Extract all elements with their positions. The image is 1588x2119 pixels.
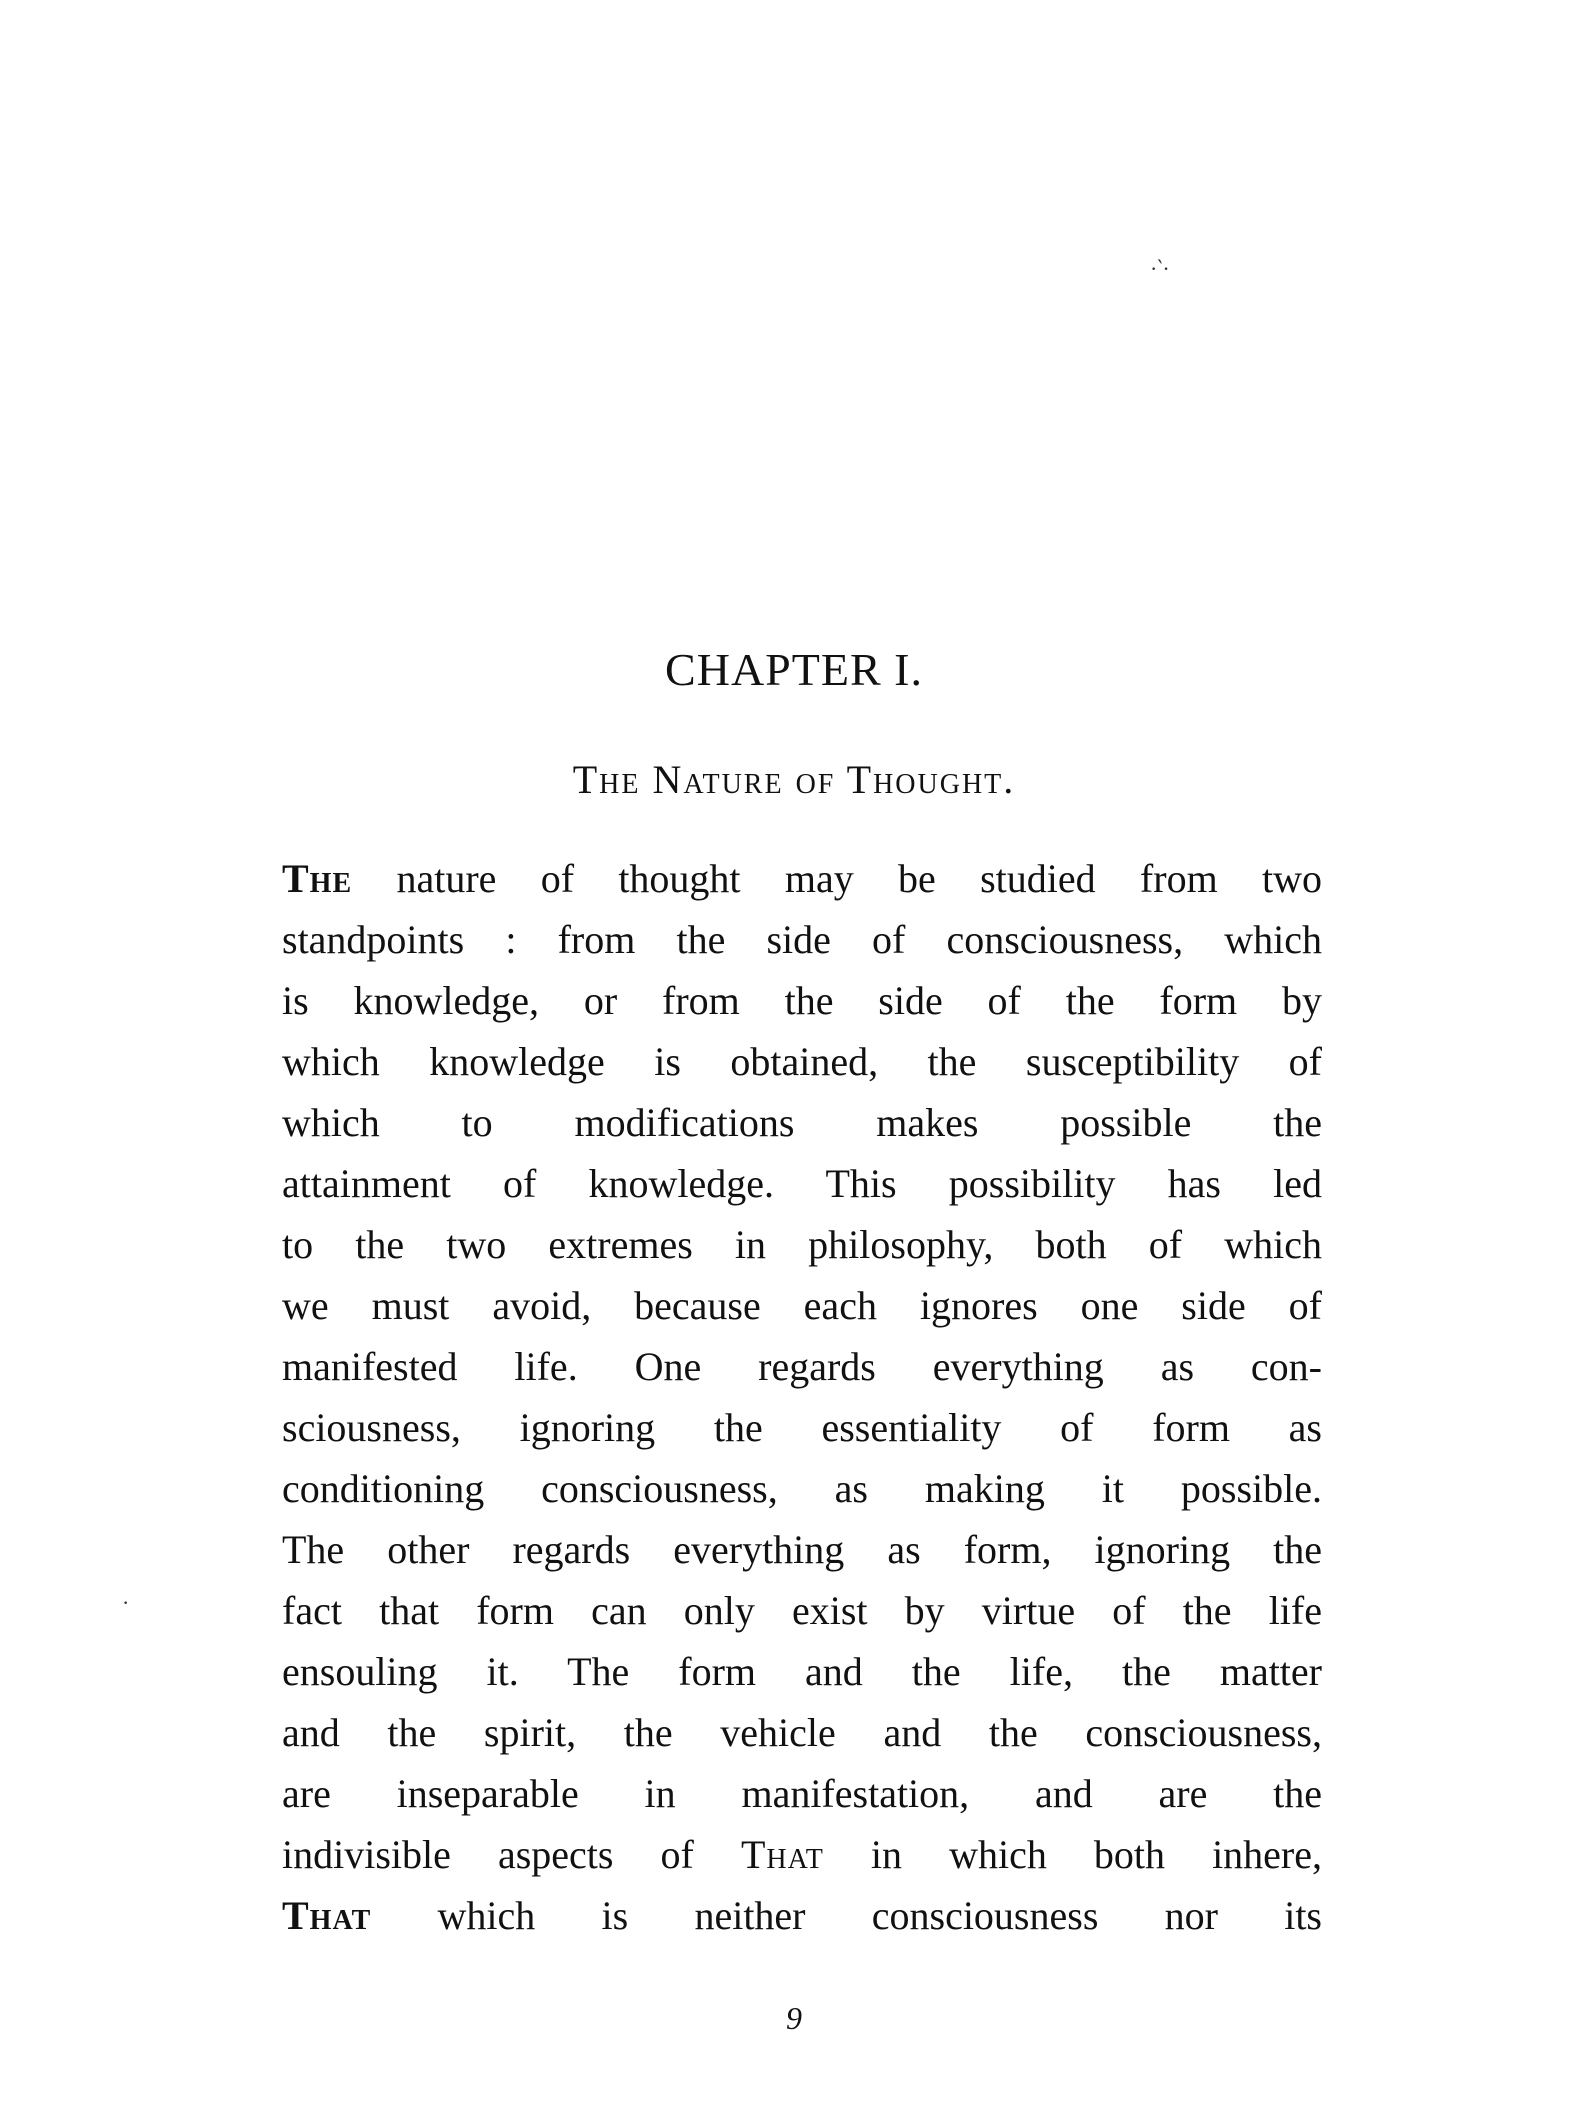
text-line: fact that form can only exist by virtue of the life xyxy=(282,1588,1322,1633)
text-line: to the two extremes in philosophy, both of which xyxy=(282,1222,1322,1267)
text-line: and the spirit, the vehicle and the consciousness, xyxy=(282,1710,1322,1755)
body-text xyxy=(282,848,1322,1946)
text-line: The nature of thought may be studied from two xyxy=(282,856,1322,901)
text-line: are inseparable in manifestation, and are the xyxy=(282,1771,1322,1816)
small-caps-word: That xyxy=(282,1893,372,1938)
print-speck: ·‵· xyxy=(1150,256,1170,281)
small-caps-word: That xyxy=(740,1832,824,1877)
print-speck: · xyxy=(122,1590,130,1615)
text-line: is knowledge, or from the side of the form by xyxy=(282,978,1322,1023)
text-line: conditioning consciousness, as making it possible. xyxy=(282,1466,1322,1511)
text-line: ensouling it. The form and the life, the matter xyxy=(282,1649,1322,1694)
text-line: standpoints : from the side of consciousness, which xyxy=(282,917,1322,962)
chapter-title: The Nature of Thought. xyxy=(572,757,1016,802)
text-line: sciousness, ignoring the essentiality of form as xyxy=(282,1405,1322,1450)
drop-word: The xyxy=(282,856,353,901)
page-number: 9 xyxy=(786,2000,802,2036)
text-line: we must avoid, because each ignores one side of xyxy=(282,1283,1322,1328)
text-line: manifested life. One regards everything as con- xyxy=(282,1344,1322,1389)
text-line: The other regards everything as form, ignoring the xyxy=(282,1527,1322,1572)
text-line: That which is neither consciousness nor its xyxy=(282,1893,1322,1938)
text-line: indivisible aspects of That in which both inhere, xyxy=(282,1832,1323,1877)
text-line: which knowledge is obtained, the susceptibility of xyxy=(282,1039,1322,1084)
text-line: attainment of knowledge. This possibility has led xyxy=(282,1161,1322,1206)
chapter-heading: CHAPTER I. xyxy=(665,644,923,695)
text-line: which to modifications makes possible the xyxy=(282,1100,1322,1145)
